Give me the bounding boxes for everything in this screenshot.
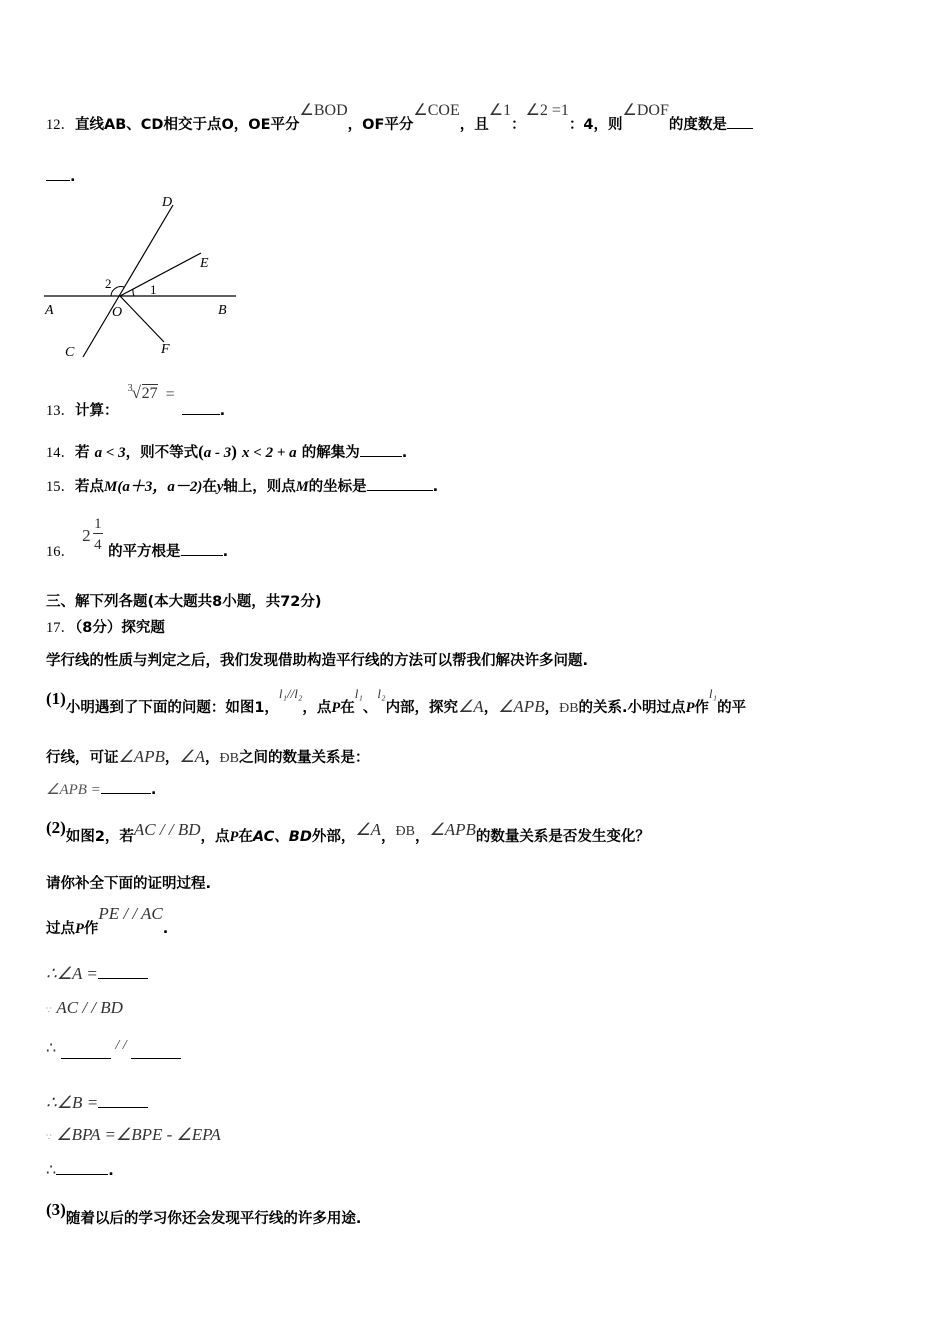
q15-text-1: 若点 (75, 479, 104, 495)
q13-line (46, 383, 226, 421)
q17-p2-angle-apb: ∠APB (429, 820, 476, 839)
q12-answer-blank (727, 114, 753, 129)
q17-p2-text-6: ， (414, 829, 430, 845)
q17-p2-step6-blank (56, 1160, 108, 1175)
q12-text-3: ，且 (459, 117, 489, 133)
q15-end: . (432, 479, 439, 495)
q14-paren-open: ( (198, 442, 204, 461)
q12-text-2: ，OF平分 (347, 117, 414, 133)
q13-number: 13． (46, 403, 75, 419)
q17-p1-l1-2: l₁ (708, 686, 718, 701)
q17-p2-angle-b: ÐB (395, 824, 415, 839)
q16-answer-blank (181, 541, 223, 556)
q17-intro: 学行线的性质与判定之后，我们发现借助构造平行线的方法可以帮我们解决许多问题. (46, 653, 589, 669)
q15-text-3: 轴上，则点 (223, 479, 296, 495)
q17-p1-l2-text-4: 之间的数量关系是： (238, 750, 370, 766)
q17-p2-because-2: ∵ (46, 1132, 52, 1142)
label-a: A (45, 303, 54, 318)
angle-1-arc (133, 289, 134, 296)
q17-p2-therefore-1: ∴ (46, 1040, 57, 1057)
q17-p1-text-1: 小明遇到了下面的问题：如图1， (65, 700, 279, 716)
q17-p1-text-9: 作 (694, 700, 709, 716)
label-c: C (65, 345, 75, 360)
q16-text: 的平方根是 (108, 544, 181, 560)
q16-fraction-bar (93, 533, 103, 534)
q12-angle-dof: ∠DOF (622, 102, 669, 119)
q17-p1-end: . (150, 782, 157, 798)
q17-p2-through-text: 过点 (46, 921, 75, 937)
q15-text-2: 在 (202, 479, 217, 495)
q12-angle-bod: ∠BOD (299, 102, 348, 119)
q16-whole: 2 (82, 526, 91, 545)
q17-p2-step1 (46, 964, 148, 985)
q17-p1-point-p: P (331, 700, 341, 716)
q17-p2-text-2: ，点 (200, 829, 230, 845)
q17-p1-angle-a: ∠A (458, 697, 484, 716)
q17-p1-l2-text-1: 行线，可证 (46, 750, 119, 766)
q15-number: 15． (46, 479, 75, 495)
q17-p1-l2: l₂ (377, 686, 386, 701)
q17-p2-step1-blank (98, 964, 148, 979)
q15-answer-blank (367, 476, 433, 491)
q17-p1-apb-eq: ∠APB = (46, 782, 101, 798)
q17-p2-step3-parallel: / / (115, 1038, 127, 1053)
q13-radical-sign: √ (131, 383, 141, 402)
q14-text-1: 若 (75, 445, 90, 461)
q17-p1-l2-angle-a: ∠A (179, 747, 206, 766)
q17-p2-step2 (46, 998, 123, 1020)
q16-line (46, 516, 229, 562)
q12-text-5: ：4，则 (568, 117, 623, 133)
q12-line-2 (46, 166, 76, 187)
q17-p2-through-p: P (75, 921, 84, 937)
q17-p2-point-p: P (229, 829, 239, 845)
q14-text-3: 的解集为 (301, 445, 360, 461)
q17-p2-text-1: 如图2，若 (65, 829, 134, 845)
q17-p1-l1: l₁ (354, 686, 363, 701)
q12-text-6: 的度数是 (668, 117, 727, 133)
q17-p2-step4 (46, 1093, 148, 1114)
q17-p2-step5-text: ∠BPA =∠BPE - ∠EPA (56, 1125, 221, 1144)
q14-number: 14． (46, 445, 75, 461)
q17-p1-text-5: 内部，探究 (385, 700, 459, 716)
q17-part1-label: (1) (46, 689, 66, 708)
q12-angle-2: ∠2 =1 (525, 102, 569, 119)
q16-end: . (222, 544, 229, 560)
q13-answer-blank (182, 400, 220, 415)
q17-p2-through (46, 904, 169, 939)
q12-line (46, 102, 753, 135)
section-3-title: 三、解下列各题(本大题共8小题，共72分) (46, 594, 322, 610)
label-angle-2: 2 (105, 276, 112, 291)
q17-p1-text-10: 的平 (717, 700, 747, 716)
q12-end: . (70, 169, 76, 185)
q17-p1-text-7: ， (544, 700, 560, 716)
q12-angle-coe: ∠COE (413, 102, 460, 119)
q17-p2-because-1: ∵ (46, 1005, 52, 1015)
q14-paren-close: ) (231, 442, 237, 461)
q17-p2-through-end: . (162, 921, 169, 937)
q13-equals: = (165, 386, 175, 403)
ray-of (120, 296, 164, 342)
q17-p1-text-3: 在 (340, 700, 355, 716)
q17-p1-l2-text-3: ， (205, 750, 220, 766)
q17-part2-line1 (46, 818, 650, 848)
label-b: B (218, 303, 227, 318)
q13-cube-root (124, 383, 182, 415)
q17-p1-angle-apb: ∠APB (498, 697, 545, 716)
q16-mixed-number (80, 516, 108, 556)
q17-p2-step5 (46, 1125, 221, 1147)
q17-p1-point-p-2: P (685, 700, 695, 716)
q14-condition: a < 3 (94, 445, 126, 461)
q17-part2-label: (2) (46, 818, 66, 837)
q13-root-index: 3 (127, 383, 133, 394)
q15-line (46, 476, 438, 497)
label-d: D (162, 195, 173, 210)
q14-ineq-rest: x < 2 + a (242, 445, 297, 461)
q17-number: 17． (46, 620, 75, 636)
q17-p2-step2-text: AC / / BD (56, 998, 123, 1017)
q12-text-4: ： (511, 117, 526, 133)
label-f: F (161, 342, 170, 357)
q15-y: y (216, 479, 224, 495)
q17-p2-text-4: 外部， (311, 829, 356, 845)
q12-text-1: 直线AB、CD相交于点O，OE平分 (75, 117, 300, 133)
q17-p2-step3-blank-1 (61, 1044, 111, 1059)
q17-p2-step6-end: . (108, 1163, 114, 1179)
q12-angle-1: ∠1 (488, 102, 512, 119)
q17-header (46, 618, 165, 638)
q17-p2-angle-a: ∠A (355, 820, 382, 839)
q14-text-2: ，则不等式 (125, 445, 199, 461)
q17-p1-text-2: ，点 (302, 700, 332, 716)
q17-p1-text-6: ， (483, 700, 499, 716)
q17-p2-step4-text: ∴∠B = (46, 1093, 99, 1112)
q13-text: 计算： (75, 403, 119, 419)
q12-answer-blank-cont (46, 166, 70, 181)
label-e: E (200, 256, 209, 271)
q17-p2-text-7: 的数量关系是否发生变化？ (475, 829, 650, 845)
q14-answer-blank (360, 442, 402, 457)
q13-radicand: 27 (141, 385, 158, 402)
q17-p1-angle-b: ÐB (559, 701, 579, 716)
q12-figure (40, 190, 250, 362)
q17-p2-therefore-2: ∴ (46, 1162, 57, 1179)
q14-line (46, 442, 407, 463)
q16-numerator: 1 (94, 516, 102, 532)
q17-p1-l2-text-2: ， (164, 750, 180, 766)
q17-p2-pe-parallel-ac: PE / / AC (98, 904, 163, 923)
q15-text-4: 的坐标是 (308, 479, 367, 495)
q17-p2-text-5: ， (381, 829, 396, 845)
q17-part1-line3 (46, 779, 156, 800)
q17-p2-ac-bd: AC、BD (252, 829, 312, 845)
q17-part3-label: (3) (46, 1200, 66, 1219)
q17-p2-step3 (46, 1038, 181, 1060)
q15-point: M(a＋3，a－2) (104, 479, 203, 495)
q17-points: （8分）探究题 (75, 620, 165, 636)
q17-p2-step6 (46, 1160, 114, 1181)
q13-end: . (219, 403, 226, 419)
line-cd (83, 205, 173, 357)
q16-denominator: 4 (94, 537, 102, 553)
q17-p2-text-3: 在 (238, 829, 253, 845)
q17-p1-text-4: 、 (362, 700, 378, 716)
q17-p1-l2-angle-apb: ∠APB (118, 747, 165, 766)
q17-part1-line1 (46, 686, 747, 719)
q17-p3-text: 随着以后的学习你还会发现平行线的许多用途. (65, 1211, 362, 1227)
q12-number: 12． (46, 117, 75, 133)
q17-part1-line2 (46, 747, 369, 769)
q17-p2-ac-parallel-bd: AC / / BD (133, 820, 201, 839)
q17-p2-step4-blank (98, 1093, 148, 1108)
q16-number: 16． (46, 544, 75, 560)
q17-p2-step3-blank-2 (131, 1044, 181, 1059)
q17-p2-complete: 请你补全下面的证明过程. (46, 876, 212, 892)
label-angle-1: 1 (150, 282, 157, 297)
q14-ineq-a: a - 3 (203, 445, 232, 461)
q17-p1-text-8: 的关系.小明过点 (578, 700, 686, 716)
q14-end: . (401, 445, 408, 461)
label-o: O (112, 305, 123, 320)
q17-p1-l1-parallel-l2: l₁//l₂ (278, 686, 303, 701)
q17-p1-l2-angle-b: ÐB (219, 751, 239, 766)
q17-part3 (46, 1200, 362, 1229)
q17-p2-step1-text: ∴∠A = (46, 964, 98, 983)
q17-p2-through-text-2: 作 (83, 921, 99, 937)
q17-p1-answer-blank (101, 779, 151, 794)
q15-m: M (295, 479, 309, 495)
